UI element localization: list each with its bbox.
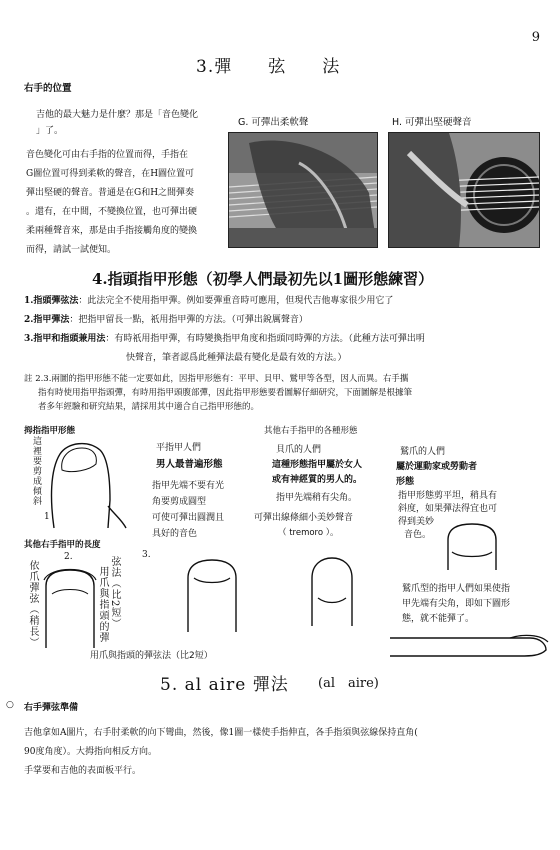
body-line: G圖位置可得到柔軟的聲音，在H圖位置可 — [26, 169, 195, 179]
other-nail-forms-title: 其他右手指甲的各種形態 — [264, 426, 358, 436]
desc-line: 可使可彈出圓潤且 — [152, 513, 225, 523]
flat-nail-title: 平指甲人們 — [156, 443, 202, 453]
shell-nail-title: 貝爪的人們 — [276, 445, 322, 455]
thumb-nail-title: 拇指指甲形態 — [24, 426, 76, 436]
body-line: 音色變化可由右手指的位置而得，手指在 — [26, 150, 189, 160]
thumb-trim-note: 這裡要剪成傾斜 — [31, 436, 41, 506]
section-3-title: 3.彈 弦 法 — [196, 57, 341, 77]
photo-g-label: G. 可彈出柔軟聲 — [238, 117, 309, 128]
nail-length-num-2: 2. — [64, 552, 73, 562]
photo-g-soft-tone — [228, 132, 378, 248]
nail-method-list — [24, 292, 554, 368]
shell-nail-term: （ tremoro ）。 — [278, 528, 339, 538]
nail-length-title: 其他右手指甲的長度 — [24, 540, 101, 550]
eagle-nail-desc-bold — [396, 460, 477, 490]
section-5-body — [24, 724, 556, 781]
photo-h-hard-tone — [388, 132, 540, 248]
photo-h-label: H. 可彈出堅硬聲音 — [392, 117, 472, 128]
flat-nail-subtitle: 男人最普遍形態 — [156, 459, 223, 470]
flat-nail-desc — [152, 478, 224, 542]
desc-line: 具好的音色 — [152, 529, 198, 539]
desc-line: 形態 — [396, 477, 415, 487]
desc-line: 角要剪成圓型 — [152, 497, 207, 507]
page-number: 9 — [531, 30, 540, 45]
body-line: 柔兩種聲音來，那是由手指接觸角度的變換 — [26, 226, 198, 236]
medium-nail-finger-drawing — [184, 556, 240, 632]
nail-and-tip-label: 用爪與指頭的彈 — [97, 566, 108, 643]
guitar-hand-photo-h — [389, 133, 539, 247]
method-item-3-cont: 快聲音，筆者認爲此種彈法最有變化是最有效的方法。） — [126, 353, 347, 363]
note-line: 指有時使用指甲指頭彈，有時用指甲頭腹部彈，因此指甲形態要看圖解仔細研究，下面圖解是根據筆 — [38, 388, 413, 398]
shell-nail-note: 可彈出線條細小美妙聲音 — [254, 513, 354, 523]
body-line: 而得，請試一試便知。 — [26, 245, 117, 255]
desc-line: 音色。 — [404, 530, 432, 540]
section-4-note — [24, 372, 554, 414]
long-nail-label: 依爪彈弦（稍長） — [27, 560, 38, 648]
method-item-1: 1.指頭彈弦法：此法完全不使用指甲彈。例如要彈重音時可應用，但現代吉他專家很少用它了 — [24, 296, 394, 306]
desc-line: 鷲爪型的指甲人們如果使指 — [402, 584, 511, 594]
section-5-subtitle: 右手彈弦準備 — [24, 703, 79, 713]
body-line: 彈出堅硬的聲音。普通是在G和H之間彈奏 — [26, 188, 195, 198]
note-line: 者多年經驗和研究結果，請採用其中適合自己指甲形態的。 — [38, 402, 260, 412]
desc-line: 指甲形態剪平坦，稍具有 — [398, 491, 498, 501]
shorter-nail-label: 弦法（比2短） — [109, 556, 120, 630]
body-line: 手掌要和吉他的表面板平行。 — [24, 766, 142, 776]
section-5-title: 5. al aire 彈法 — [160, 675, 289, 695]
shell-nail-desc: 指甲先端稍有尖角。 — [276, 493, 358, 503]
shell-nail-desc-bold — [272, 458, 362, 488]
body-line: 吉他拿如A圖片，右手肘柔軟的向下彎曲，然後，像1圖一樣使手指伸直，各手指須與弦線保持直角( — [24, 728, 418, 738]
intro-line-1: 吉他的最大魅力是什麼？那是「音色變化 — [36, 110, 199, 120]
desc-line: 斜度，如果彈法得宜也可 — [398, 504, 498, 514]
thumb-drawing — [48, 440, 128, 530]
note-line: 註 2.3.兩圖的指甲形態不能一定要如此，因指甲形態有：平甲、貝甲、鷲甲等各型，因人而異。右手攜 — [24, 374, 409, 384]
eagle-finger-drawing — [442, 522, 502, 570]
method-item-2: 2.指甲彈法：把指甲留長一點，祇用指甲彈的方法。（可彈出銳厲聲音） — [24, 315, 308, 325]
shell-finger-drawing — [308, 556, 356, 626]
section-5-title-paren: (al aire) — [318, 676, 379, 691]
desc-line: 甲先端有尖角，即如下圖形 — [402, 599, 511, 609]
long-nail-finger-drawing — [40, 564, 100, 648]
desc-line: 指甲先端不要有光 — [152, 481, 225, 491]
desc-line: 這種形態指甲屬於女人 — [272, 460, 363, 470]
pointed-nail-finger-drawing — [390, 630, 550, 660]
intro-line-2: 」了。 — [36, 126, 64, 136]
section-3-body — [26, 146, 226, 260]
bullet-icon: ○ — [6, 700, 14, 710]
eagle-nail-title: 鷲爪的人們 — [400, 447, 446, 457]
body-line: 。還有，在中間，不變換位置，也可彈出硬 — [26, 207, 198, 217]
body-line: 90度角度）。大拇指向相反方向。 — [24, 747, 157, 757]
desc-line: 或有神經質的男人的。 — [272, 475, 363, 485]
desc-line: 態，就不能彈了。 — [402, 614, 475, 624]
nail-length-num-3: 3. — [142, 550, 151, 560]
eagle-nail-warning — [402, 582, 510, 627]
desc-line: 屬於運動家或勞動者 — [396, 462, 478, 472]
section-3-subtitle: 右手的位置 — [24, 83, 72, 94]
diagram-caption: 用爪與指頭的彈弦法（比2短） — [90, 651, 213, 661]
method-item-3: 3.指甲和指頭兼用法：有時祇用指甲彈，有時變換指甲角度和指頭同時彈的方法。（此種方法可彈出明 — [24, 334, 425, 344]
section-4-title: 4.指頭指甲形態（初學人們最初先以1圖形態練習） — [92, 270, 434, 288]
guitar-hand-photo-g — [229, 133, 377, 247]
desc-line: 得到美妙 — [398, 517, 435, 527]
thumb-number: 1 — [44, 512, 50, 522]
